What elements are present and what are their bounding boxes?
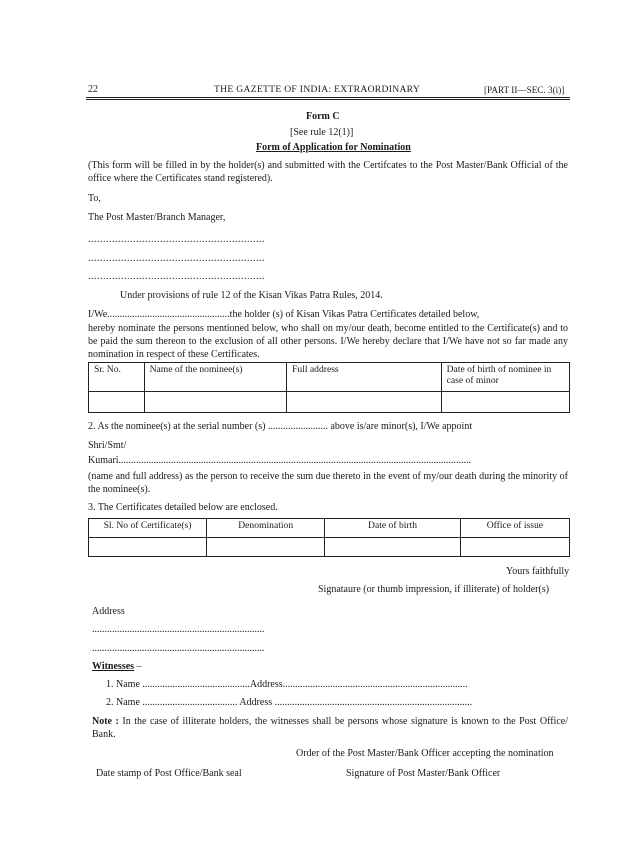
witnesses-dash: – — [134, 661, 142, 672]
section2-note: (name and full address) as the person to receive the sum due thereto in the event of my/our death during the minority of the nominee(s). — [88, 471, 568, 496]
col-nominee-name: Name of the nominee(s) — [144, 363, 286, 392]
table-row — [89, 538, 570, 557]
witness-2-line: 2. Name ...................................... Address ............................................................................... — [106, 697, 473, 708]
cell-dob-minor[interactable] — [441, 392, 569, 413]
header-rule-bottom — [86, 99, 570, 100]
page-number: 22 — [88, 84, 98, 95]
witness-1-line: 1. Name ...........................................Address.......................................................................... — [106, 679, 468, 690]
declaration-body: hereby nominate the persons mentioned below, who shall on my/our death, become entitled to the Certificate(s) and to be paid the sum thereon to the exclusion of all other persons. I/We hereby declare that I/We have not so far made any nomination in respect of these Certificates. — [88, 323, 568, 361]
cell-office-of-issue[interactable] — [460, 538, 569, 557]
witnesses-heading — [92, 661, 142, 672]
order-acceptance: Order of the Post Master/Bank Officer accepting the nomination — [296, 748, 554, 759]
form-instruction: (This form will be filled in by the holder(s) and submitted with the Certifcates to the Post Master/Bank Official of the office where the Certificates stand registered). — [88, 160, 568, 185]
col-full-address: Full address — [287, 363, 442, 392]
form-title: Form C — [306, 111, 340, 122]
date-stamp-label: Date stamp of Post Office/Bank seal — [96, 768, 242, 779]
holder-address-dots-1: ..................................................................... — [92, 624, 265, 635]
witnesses-label: Witnesses — [92, 661, 135, 672]
gazette-title: THE GAZETTE OF INDIA: EXTRAORDINARY — [214, 84, 421, 95]
holder-signature-label: Signataure (or thumb impression, if illiterate) of holder(s) — [318, 584, 550, 595]
table-header-row — [89, 363, 570, 392]
col-certificate-no: Sl. No of Certificate(s) — [89, 519, 207, 538]
address-label: Address — [92, 606, 125, 617]
holder-address-dots-2: ..................................................................... — [92, 643, 265, 654]
rule-reference: [See rule 12(1)] — [290, 127, 354, 138]
col-date-of-birth: Date of birth — [325, 519, 460, 538]
address-dots-3: ........................................................... — [88, 271, 265, 282]
note-text: In the case of illiterate holders, the witnesses shall be persons whose signature is known to the Post Office/ Bank. — [92, 716, 568, 741]
part-section: [PART II—SEC. 3(i)] — [484, 85, 565, 95]
cell-full-address[interactable] — [287, 392, 442, 413]
table-row — [89, 392, 570, 413]
yours-faithfully: Yours faithfully — [506, 566, 570, 577]
addressee: The Post Master/Branch Manager, — [88, 212, 226, 223]
to-line: To, — [88, 193, 101, 204]
col-denomination: Denomination — [207, 519, 325, 538]
col-office-of-issue: Office of issue — [460, 519, 569, 538]
cell-denomination[interactable] — [207, 538, 325, 557]
address-dots-2: ........................................................... — [88, 253, 265, 264]
illiterate-note — [92, 715, 568, 741]
section3-line: 3. The Certificates detailed below are enclosed. — [88, 502, 278, 513]
col-dob-minor: Date of birth of nominee in case of minor — [441, 363, 569, 392]
declaration-lead: I/We.................................................the holder (s) of Kisan Vikas Patra Certificates detailed below, — [88, 309, 480, 320]
form-subtitle: Form of Application for Nomination — [256, 142, 411, 153]
section2-kumari: Kumari............................................................................................................................................. — [88, 455, 472, 466]
note-label: Note : — [92, 716, 119, 727]
header-rule-top — [86, 97, 570, 98]
officer-signature-label: Signature of Post Master/Bank Officer — [346, 768, 501, 779]
cell-sr-no[interactable] — [89, 392, 145, 413]
section2-line: 2. As the nominee(s) at the serial number (s) ........................ above is/are minor(s), I/We appoint — [88, 421, 473, 432]
section2-shri: Shri/Smt/ — [88, 440, 127, 451]
col-sr-no: Sr. No. — [89, 363, 145, 392]
provisions-line: Under provisions of rule 12 of the Kisan Vikas Patra Rules, 2014. — [120, 290, 383, 301]
cell-certificate-no[interactable] — [89, 538, 207, 557]
cell-nominee-name[interactable] — [144, 392, 286, 413]
address-dots-1: ........................................................... — [88, 234, 265, 245]
certificate-table — [88, 518, 570, 557]
cell-date-of-birth[interactable] — [325, 538, 460, 557]
nominee-table — [88, 362, 570, 413]
table-header-row — [89, 519, 570, 538]
